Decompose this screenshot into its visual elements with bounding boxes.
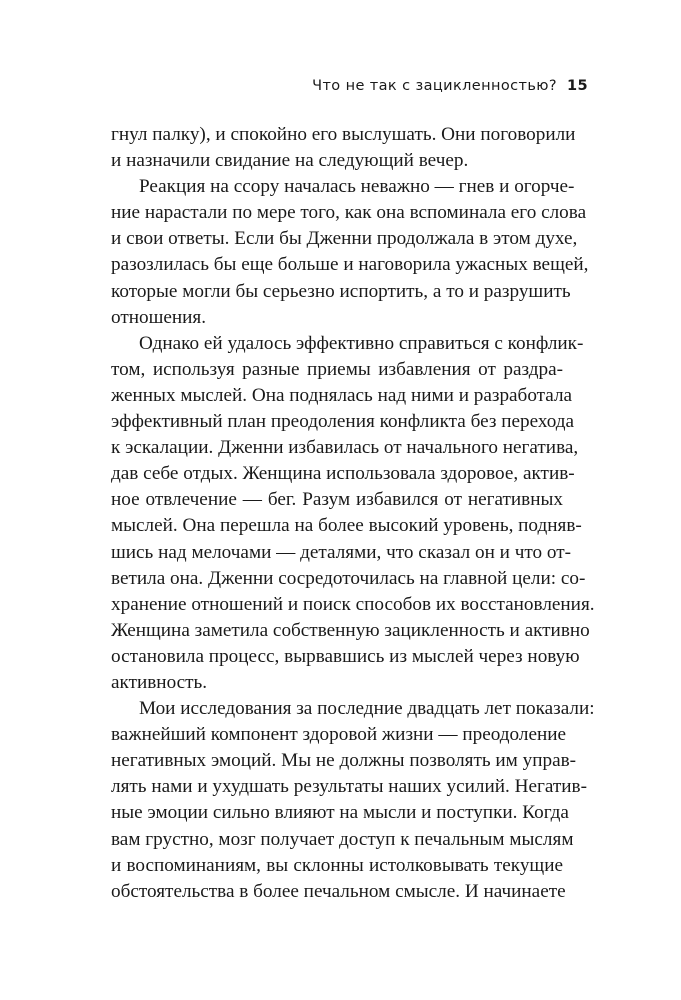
text-line: женных мыслей. Она поднялась над ними и разработала: [111, 384, 573, 406]
text-line: к эскалации. Дженни избавилась от начального негатива,: [111, 437, 579, 459]
text-line: ное отвлечение — бег. Разум избавился от негативных: [111, 489, 563, 511]
text-line: Реакция на ссору началась неважно — гнев и огорче-: [139, 176, 575, 198]
text-line: том, используя разные приемы избавления от раздра-: [111, 358, 563, 380]
text-line: ветила она. Дженни сосредоточилась на главной цели: со-: [111, 567, 586, 589]
text-line: дав себе отдых. Женщина использовала здоровое, актив-: [111, 463, 575, 485]
text-line: важнейший компонент здоровой жизни — преодоление: [111, 724, 567, 746]
text-line: хранение отношений и поиск способов их восстановления.: [111, 593, 595, 615]
text-line: лять нами и ухудшать результаты наших усилий. Негатив-: [111, 776, 587, 798]
text-line: активность.: [111, 671, 208, 693]
paragraph: [111, 696, 595, 905]
text-line: негативных эмоций. Мы не должны позволять им управ-: [111, 750, 577, 772]
text-line: которые могли бы серьезно испортить, а то и разрушить: [111, 280, 571, 302]
text-line: и воспоминаниям, вы склонны истолковывать текущие: [111, 854, 563, 876]
chapter-title: Что не так с зацикленностью?: [312, 78, 558, 94]
text-line: вам грустно, мозг получает доступ к печальным мыслям: [111, 828, 574, 850]
text-line: мыслей. Она перешла на более высокий уровень, подняв-: [111, 515, 582, 537]
text-line: обстоятельства в более печальном смысле. И начинаете: [111, 880, 566, 902]
paragraph: [111, 174, 589, 331]
text-line: Мои исследования за последние двадцать лет показали:: [139, 698, 595, 720]
running-header: [312, 78, 588, 94]
text-line: эффективный план преодоления конфликта без перехода: [111, 411, 575, 433]
text-line: Женщина заметила собственную зацикленность и активно: [111, 619, 590, 641]
text-line: отношения.: [111, 306, 207, 328]
page-number: 15: [567, 78, 588, 94]
text-line: шись над мелочами — деталями, что сказал он и что от-: [111, 541, 572, 563]
text-line: и свои ответы. Если бы Дженни продолжала в этом духе,: [111, 228, 578, 250]
body-text: [111, 122, 595, 905]
paragraph: [111, 122, 576, 174]
text-line: ные эмоции сильно влияют на мысли и поступки. Когда: [111, 802, 569, 824]
text-line: и назначили свидание на следующий вечер.: [111, 150, 469, 172]
text-line: остановила процесс, вырвавшись из мыслей через новую: [111, 645, 580, 667]
paragraph: [111, 331, 595, 696]
text-line: разозлилась бы еще больше и наговорила ужасных вещей,: [111, 254, 589, 276]
text-line: ние нарастали по мере того, как она вспоминала его слова: [111, 202, 587, 224]
text-line: гнул палку), и спокойно его выслушать. Они поговорили: [111, 124, 576, 145]
text-line: Однако ей удалось эффективно справиться с конфлик-: [139, 332, 584, 354]
